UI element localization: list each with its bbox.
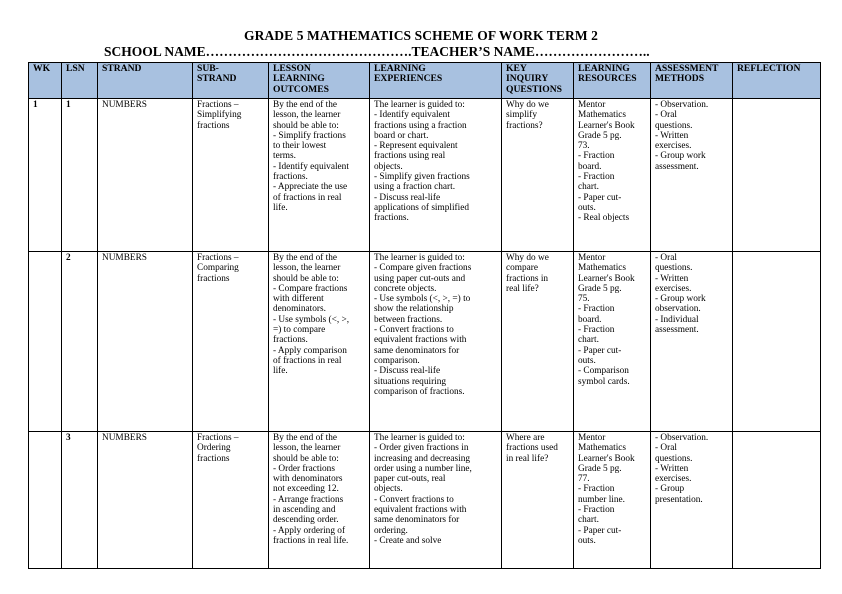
header-outcomes bbox=[269, 63, 370, 99]
cell-text-line: 77. bbox=[578, 474, 590, 485]
cell-text-line: - Fraction bbox=[578, 172, 615, 183]
header-resources bbox=[574, 63, 651, 99]
cell-text-line: increasing and decreasing bbox=[374, 453, 471, 464]
cell-text-line: 75. bbox=[578, 294, 590, 305]
cell-text-line: The learner is guided to: bbox=[374, 100, 465, 110]
cell-text-line: By the end of the bbox=[273, 100, 338, 110]
cell-text-line: LEARNING bbox=[273, 73, 325, 85]
cell-text-line: concrete objects. bbox=[374, 283, 437, 294]
cell-sub-strand bbox=[193, 432, 269, 569]
cell-text-line: - Order fractions bbox=[273, 463, 335, 474]
cell-text-line: INQUIRY bbox=[506, 73, 549, 85]
cell-text-line: Simplifying bbox=[197, 110, 242, 121]
cell-text-line: lesson, the learner bbox=[273, 110, 341, 121]
cell-lsn: 3 bbox=[62, 432, 98, 569]
cell-wk: 1 bbox=[29, 99, 62, 252]
cell-text-line: assessment. bbox=[655, 161, 699, 172]
cell-text-line: symbol cards. bbox=[578, 376, 630, 387]
cell-text-line: denominators. bbox=[273, 304, 326, 315]
cell-text-line: fractions bbox=[197, 273, 230, 284]
cell-lsn: 2 bbox=[62, 252, 98, 432]
cell-text-line: - Written bbox=[655, 463, 689, 474]
cell-text-line: - Apply comparison bbox=[273, 345, 347, 356]
cell-wk bbox=[29, 252, 62, 432]
cell-text-line: of fractions in real bbox=[273, 355, 342, 366]
header-reflection: REFLECTION bbox=[733, 63, 821, 99]
cell-text-line: exercises. bbox=[655, 474, 692, 485]
cell-text-line: in ascending and bbox=[273, 505, 336, 516]
cell-text-line: The learner is guided to: bbox=[374, 253, 465, 263]
cell-text-line: objects. bbox=[374, 161, 403, 172]
cell-text-line: - Group work bbox=[655, 151, 706, 162]
cell-text-line: - Fraction bbox=[578, 484, 615, 495]
cell-text-line: - Use symbols (<, >, bbox=[273, 314, 350, 325]
cell-text-line: fractions used bbox=[506, 443, 558, 454]
cell-text-line: Where are bbox=[506, 433, 545, 443]
cell-text-line: QUESTIONS bbox=[506, 83, 562, 95]
cell-outcomes bbox=[269, 432, 370, 569]
cell-inquiry bbox=[502, 99, 574, 252]
cell-reflection[interactable] bbox=[733, 99, 821, 252]
cell-text-line: - Discuss real-life bbox=[374, 366, 441, 377]
cell-text-line: - Convert fractions to bbox=[374, 325, 454, 336]
cell-text-line: - Use symbols (<, >, =) to bbox=[374, 294, 471, 305]
cell-text-line: - Fraction bbox=[578, 304, 615, 315]
cell-text-line: The learner is guided to: bbox=[374, 433, 465, 443]
cell-text-line: fractions? bbox=[506, 120, 543, 131]
cell-text-line: compare bbox=[506, 263, 539, 274]
cell-text-line: using paper cut-outs and bbox=[374, 273, 466, 284]
cell-text-line: - Fraction bbox=[578, 151, 615, 162]
cell-text-line: Grade 5 pg. bbox=[578, 130, 622, 141]
cell-text-line: real life? bbox=[506, 283, 539, 294]
cell-text-line: LEARNING bbox=[578, 63, 630, 74]
cell-experiences bbox=[370, 432, 502, 569]
cell-text-line: applications of simplified bbox=[374, 202, 470, 213]
cell-text-line: lesson, the learner bbox=[273, 263, 341, 274]
cell-inquiry bbox=[502, 252, 574, 432]
cell-assessment bbox=[651, 252, 733, 432]
header-wk: WK bbox=[29, 63, 62, 99]
cell-text-line: fractions. bbox=[273, 172, 308, 183]
cell-text-line: equivalent fractions with bbox=[374, 335, 467, 346]
cell-text-line: - Simplify fractions bbox=[273, 130, 346, 141]
cell-text-line: between fractions. bbox=[374, 314, 443, 325]
cell-text-line: - Identify equivalent bbox=[273, 161, 349, 172]
cell-text-line: fractions in bbox=[506, 273, 549, 284]
cell-text-line: - Fraction bbox=[578, 505, 615, 516]
cell-text-line: fractions bbox=[197, 453, 230, 464]
cell-text-line: objects. bbox=[374, 484, 403, 495]
cell-text-line: simplify bbox=[506, 110, 537, 121]
cell-text-line: fractions using a fraction bbox=[374, 120, 467, 131]
cell-text-line: - Oral bbox=[655, 443, 677, 454]
cell-text-line: should be able to: bbox=[273, 120, 339, 131]
cell-text-line: Mentor bbox=[578, 100, 606, 110]
cell-text-line: KEY bbox=[506, 63, 527, 74]
cell-outcomes bbox=[269, 99, 370, 252]
cell-resources bbox=[574, 99, 651, 252]
cell-text-line: METHODS bbox=[655, 73, 705, 85]
cell-text-line: Fractions – bbox=[197, 253, 239, 263]
cell-reflection[interactable] bbox=[733, 252, 821, 432]
cell-text-line: Grade 5 pg. bbox=[578, 463, 622, 474]
cell-text-line: number line. bbox=[578, 494, 625, 505]
cell-text-line: Grade 5 pg. bbox=[578, 283, 622, 294]
cell-text-line: questions. bbox=[655, 120, 693, 131]
cell-text-line: - Written bbox=[655, 273, 689, 284]
cell-text-line: - Simplify given fractions bbox=[374, 172, 470, 183]
cell-text-line: Mathematics bbox=[578, 263, 627, 274]
cell-text-line: life. bbox=[273, 202, 288, 213]
scheme-of-work-table bbox=[28, 62, 821, 569]
cell-text-line: outs. bbox=[578, 535, 596, 546]
cell-text-line: situations requiring bbox=[374, 376, 447, 387]
cell-text-line: assessment. bbox=[655, 325, 699, 336]
cell-text-line: life. bbox=[273, 366, 288, 377]
cell-text-line: - Order given fractions in bbox=[374, 443, 469, 454]
cell-text-line: exercises. bbox=[655, 283, 692, 294]
cell-text-line: - Comparison bbox=[578, 366, 629, 377]
cell-text-line: descending order. bbox=[273, 515, 339, 526]
cell-text-line: STRAND bbox=[197, 73, 237, 85]
header-row bbox=[29, 63, 821, 99]
cell-text-line: questions. bbox=[655, 263, 693, 274]
header-lsn: LSN bbox=[62, 63, 98, 99]
cell-text-line: questions. bbox=[655, 453, 693, 464]
cell-text-line: - Compare given fractions bbox=[374, 263, 472, 274]
cell-reflection[interactable] bbox=[733, 432, 821, 569]
cell-text-line: - Paper cut- bbox=[578, 192, 622, 203]
cell-text-line: - Fraction bbox=[578, 325, 615, 336]
cell-text-line: using a fraction chart. bbox=[374, 182, 456, 193]
cell-text-line: - Group work bbox=[655, 294, 706, 305]
cell-text-line: SUB- bbox=[197, 63, 219, 74]
cell-assessment bbox=[651, 432, 733, 569]
cell-text-line: chart. bbox=[578, 335, 599, 346]
cell-outcomes bbox=[269, 252, 370, 432]
cell-experiences bbox=[370, 252, 502, 432]
cell-text-line: chart. bbox=[578, 182, 599, 193]
cell-text-line: - Appreciate the use bbox=[273, 182, 348, 193]
cell-text-line: in real life? bbox=[506, 453, 549, 464]
cell-text-line: - Represent equivalent bbox=[374, 141, 458, 152]
cell-text-line: order using a number line, bbox=[374, 463, 472, 474]
cell-text-line: observation. bbox=[655, 304, 701, 315]
cell-text-line: equivalent fractions with bbox=[374, 505, 467, 516]
cell-text-line: fractions in real life. bbox=[273, 535, 349, 546]
cell-experiences bbox=[370, 99, 502, 252]
cell-lsn: 1 bbox=[62, 99, 98, 252]
cell-text-line: board. bbox=[578, 314, 602, 325]
cell-text-line: - Identify equivalent bbox=[374, 110, 450, 121]
cell-text-line: EXPERIENCES bbox=[374, 73, 443, 85]
cell-text-line: should be able to: bbox=[273, 273, 339, 284]
table-row bbox=[29, 252, 821, 432]
document-title: GRADE 5 MATHEMATICS SCHEME OF WORK TERM 2 bbox=[244, 28, 598, 43]
cell-text-line: - Real objects bbox=[578, 213, 630, 224]
cell-text-line: paper cut-outs, real bbox=[374, 474, 446, 485]
cell-text-line: Why do we bbox=[506, 100, 549, 110]
cell-text-line: Comparing bbox=[197, 263, 239, 274]
school-teacher-line: SCHOOL NAME……………………………………….TEACHER’S NAME…………………….. bbox=[104, 44, 650, 59]
cell-text-line: chart. bbox=[578, 515, 599, 526]
cell-text-line: - Group bbox=[655, 484, 685, 495]
cell-text-line: - Paper cut- bbox=[578, 345, 622, 356]
cell-text-line: Ordering bbox=[197, 443, 231, 454]
cell-text-line: outs. bbox=[578, 355, 596, 366]
cell-text-line: of fractions in real bbox=[273, 192, 342, 203]
cell-text-line: Mentor bbox=[578, 253, 606, 263]
cell-text-line: - Individual bbox=[655, 314, 699, 325]
table-row bbox=[29, 432, 821, 569]
cell-text-line: same denominators for bbox=[374, 345, 460, 356]
cell-text-line: exercises. bbox=[655, 141, 692, 152]
cell-text-line: - Discuss real-life bbox=[374, 192, 441, 203]
table-row bbox=[29, 99, 821, 252]
cell-text-line: Learner's Book bbox=[578, 453, 635, 464]
cell-assessment bbox=[651, 99, 733, 252]
cell-text-line: - Written bbox=[655, 130, 689, 141]
header-experiences bbox=[370, 63, 502, 99]
cell-text-line: lesson, the learner bbox=[273, 443, 341, 454]
cell-text-line: to their lowest bbox=[273, 141, 327, 152]
cell-text-line: fractions using real bbox=[374, 151, 446, 162]
cell-strand: NUMBERS bbox=[98, 252, 193, 432]
cell-text-line: - Oral bbox=[655, 110, 677, 121]
cell-text-line: board or chart. bbox=[374, 130, 429, 141]
header-inquiry bbox=[502, 63, 574, 99]
cell-text-line: - Convert fractions to bbox=[374, 494, 454, 505]
cell-text-line: Why do we bbox=[506, 253, 549, 263]
header-sub-strand bbox=[193, 63, 269, 99]
cell-text-line: Learner's Book bbox=[578, 273, 635, 284]
cell-text-line: fractions. bbox=[273, 335, 308, 346]
cell-text-line: Mathematics bbox=[578, 110, 627, 121]
header-strand: STRAND bbox=[98, 63, 193, 99]
cell-text-line: should be able to: bbox=[273, 453, 339, 464]
cell-text-line: fractions bbox=[197, 120, 230, 131]
cell-text-line: Mentor bbox=[578, 433, 606, 443]
cell-text-line: Mathematics bbox=[578, 443, 627, 454]
cell-text-line: - Observation. bbox=[655, 100, 709, 110]
cell-text-line: Fractions – bbox=[197, 100, 239, 110]
cell-resources bbox=[574, 432, 651, 569]
cell-text-line: with denominators bbox=[273, 474, 343, 485]
cell-text-line: terms. bbox=[273, 151, 296, 162]
cell-inquiry bbox=[502, 432, 574, 569]
cell-text-line: ASSESSMENT bbox=[655, 63, 719, 74]
cell-text-line: 73. bbox=[578, 141, 590, 152]
cell-strand: NUMBERS bbox=[98, 432, 193, 569]
cell-text-line: - Create and solve bbox=[374, 535, 442, 546]
cell-text-line: LESSON bbox=[273, 63, 311, 74]
cell-wk bbox=[29, 432, 62, 569]
cell-text-line: fractions. bbox=[374, 213, 409, 224]
cell-text-line: - Apply ordering of bbox=[273, 525, 346, 536]
cell-text-line: not exceeding 12. bbox=[273, 484, 339, 495]
cell-text-line: board. bbox=[578, 161, 602, 172]
cell-text-line: RESOURCES bbox=[578, 73, 637, 85]
cell-text-line: - Arrange fractions bbox=[273, 494, 344, 505]
cell-text-line: OUTCOMES bbox=[273, 83, 329, 95]
cell-text-line: comparison of fractions. bbox=[374, 386, 465, 397]
cell-text-line: Learner's Book bbox=[578, 120, 635, 131]
header-assessment bbox=[651, 63, 733, 99]
cell-text-line: =) to compare bbox=[273, 325, 326, 336]
cell-text-line: show the relationship bbox=[374, 304, 454, 315]
cell-text-line: with different bbox=[273, 294, 324, 305]
cell-text-line: Fractions – bbox=[197, 433, 239, 443]
cell-strand: NUMBERS bbox=[98, 99, 193, 252]
cell-resources bbox=[574, 252, 651, 432]
cell-text-line: - Paper cut- bbox=[578, 525, 622, 536]
cell-text-line: By the end of the bbox=[273, 253, 338, 263]
cell-text-line: ordering. bbox=[374, 525, 408, 536]
cell-text-line: same denominators for bbox=[374, 515, 460, 526]
cell-text-line: - Observation. bbox=[655, 433, 709, 443]
cell-sub-strand bbox=[193, 99, 269, 252]
cell-text-line: - Oral bbox=[655, 253, 677, 263]
cell-text-line: outs. bbox=[578, 202, 596, 213]
cell-text-line: presentation. bbox=[655, 494, 703, 505]
cell-text-line: LEARNING bbox=[374, 63, 426, 74]
cell-text-line: - Compare fractions bbox=[273, 283, 348, 294]
cell-text-line: By the end of the bbox=[273, 433, 338, 443]
cell-text-line: comparison. bbox=[374, 355, 420, 366]
cell-sub-strand bbox=[193, 252, 269, 432]
